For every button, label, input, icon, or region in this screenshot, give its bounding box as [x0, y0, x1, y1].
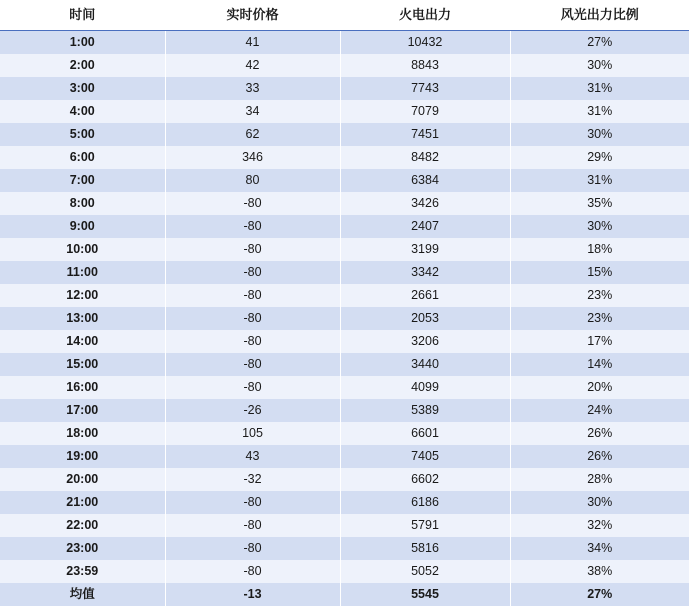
cell-realtime-price: 62 [165, 123, 340, 146]
cell-wind-solar-ratio: 31% [510, 100, 689, 123]
cell-realtime-price: -80 [165, 353, 340, 376]
cell-time: 13:00 [0, 307, 165, 330]
cell-realtime-price: -80 [165, 307, 340, 330]
table-row-average [0, 583, 689, 606]
cell-realtime-price: 42 [165, 54, 340, 77]
cell-time: 均值 [0, 583, 165, 606]
cell-realtime-price: 33 [165, 77, 340, 100]
column-header-time: 时间 [0, 0, 165, 31]
cell-thermal-output: 8843 [340, 54, 510, 77]
cell-wind-solar-ratio: 30% [510, 54, 689, 77]
cell-wind-solar-ratio: 23% [510, 307, 689, 330]
column-header-wind-solar-ratio: 风光出力比例 [510, 0, 689, 31]
cell-thermal-output: 5791 [340, 514, 510, 537]
column-header-thermal-output: 火电出力 [340, 0, 510, 31]
cell-realtime-price: -80 [165, 284, 340, 307]
cell-thermal-output: 10432 [340, 31, 510, 55]
table-row [0, 238, 689, 261]
table-row [0, 514, 689, 537]
cell-time: 2:00 [0, 54, 165, 77]
cell-wind-solar-ratio: 29% [510, 146, 689, 169]
table-header-row [0, 0, 689, 31]
cell-wind-solar-ratio: 27% [510, 31, 689, 55]
cell-thermal-output: 4099 [340, 376, 510, 399]
column-header-realtime-price: 实时价格 [165, 0, 340, 31]
cell-thermal-output: 2661 [340, 284, 510, 307]
cell-wind-solar-ratio: 15% [510, 261, 689, 284]
cell-realtime-price: -80 [165, 560, 340, 583]
cell-time: 23:59 [0, 560, 165, 583]
cell-wind-solar-ratio: 30% [510, 491, 689, 514]
cell-realtime-price: -80 [165, 261, 340, 284]
table-row [0, 146, 689, 169]
cell-realtime-price: -80 [165, 192, 340, 215]
cell-thermal-output: 6384 [340, 169, 510, 192]
cell-thermal-output: 3426 [340, 192, 510, 215]
table-row [0, 31, 689, 55]
table-body [0, 31, 689, 607]
cell-thermal-output: 2053 [340, 307, 510, 330]
cell-wind-solar-ratio: 32% [510, 514, 689, 537]
cell-realtime-price: 105 [165, 422, 340, 445]
cell-realtime-price: 43 [165, 445, 340, 468]
cell-realtime-price: 34 [165, 100, 340, 123]
cell-wind-solar-ratio: 28% [510, 468, 689, 491]
cell-thermal-output: 7405 [340, 445, 510, 468]
cell-wind-solar-ratio: 17% [510, 330, 689, 353]
cell-realtime-price: -13 [165, 583, 340, 606]
table-row [0, 468, 689, 491]
cell-wind-solar-ratio: 23% [510, 284, 689, 307]
table-row [0, 123, 689, 146]
cell-realtime-price: 41 [165, 31, 340, 55]
cell-thermal-output: 6602 [340, 468, 510, 491]
table-row [0, 399, 689, 422]
cell-wind-solar-ratio: 31% [510, 169, 689, 192]
cell-time: 8:00 [0, 192, 165, 215]
table-row [0, 491, 689, 514]
cell-realtime-price: -80 [165, 514, 340, 537]
cell-time: 18:00 [0, 422, 165, 445]
cell-time: 16:00 [0, 376, 165, 399]
cell-wind-solar-ratio: 26% [510, 445, 689, 468]
cell-realtime-price: -80 [165, 330, 340, 353]
cell-time: 21:00 [0, 491, 165, 514]
cell-thermal-output: 5545 [340, 583, 510, 606]
table-row [0, 54, 689, 77]
table-row [0, 261, 689, 284]
cell-time: 5:00 [0, 123, 165, 146]
cell-realtime-price: -80 [165, 491, 340, 514]
table-header [0, 0, 689, 31]
cell-time: 9:00 [0, 215, 165, 238]
cell-time: 3:00 [0, 77, 165, 100]
cell-wind-solar-ratio: 26% [510, 422, 689, 445]
table-row [0, 445, 689, 468]
cell-thermal-output: 3342 [340, 261, 510, 284]
cell-realtime-price: -26 [165, 399, 340, 422]
cell-time: 6:00 [0, 146, 165, 169]
cell-time: 14:00 [0, 330, 165, 353]
cell-wind-solar-ratio: 31% [510, 77, 689, 100]
cell-time: 10:00 [0, 238, 165, 261]
table-row [0, 100, 689, 123]
cell-thermal-output: 5816 [340, 537, 510, 560]
table-row [0, 215, 689, 238]
cell-wind-solar-ratio: 20% [510, 376, 689, 399]
cell-thermal-output: 8482 [340, 146, 510, 169]
cell-wind-solar-ratio: 30% [510, 215, 689, 238]
table-row [0, 192, 689, 215]
cell-wind-solar-ratio: 35% [510, 192, 689, 215]
cell-time: 4:00 [0, 100, 165, 123]
cell-thermal-output: 7743 [340, 77, 510, 100]
cell-time: 15:00 [0, 353, 165, 376]
cell-thermal-output: 7451 [340, 123, 510, 146]
cell-time: 1:00 [0, 31, 165, 55]
cell-time: 22:00 [0, 514, 165, 537]
cell-realtime-price: 80 [165, 169, 340, 192]
cell-time: 7:00 [0, 169, 165, 192]
cell-realtime-price: -80 [165, 537, 340, 560]
table-row [0, 560, 689, 583]
table-row [0, 330, 689, 353]
cell-thermal-output: 5052 [340, 560, 510, 583]
cell-thermal-output: 6186 [340, 491, 510, 514]
cell-thermal-output: 6601 [340, 422, 510, 445]
cell-realtime-price: 346 [165, 146, 340, 169]
cell-thermal-output: 3440 [340, 353, 510, 376]
cell-wind-solar-ratio: 27% [510, 583, 689, 606]
cell-time: 12:00 [0, 284, 165, 307]
cell-realtime-price: -80 [165, 376, 340, 399]
cell-realtime-price: -32 [165, 468, 340, 491]
table-row [0, 422, 689, 445]
cell-wind-solar-ratio: 38% [510, 560, 689, 583]
cell-time: 11:00 [0, 261, 165, 284]
cell-wind-solar-ratio: 34% [510, 537, 689, 560]
table-row [0, 169, 689, 192]
table-row [0, 537, 689, 560]
cell-realtime-price: -80 [165, 238, 340, 261]
cell-time: 23:00 [0, 537, 165, 560]
cell-thermal-output: 3199 [340, 238, 510, 261]
cell-thermal-output: 7079 [340, 100, 510, 123]
cell-time: 20:00 [0, 468, 165, 491]
cell-wind-solar-ratio: 24% [510, 399, 689, 422]
table-row [0, 77, 689, 100]
table-row [0, 353, 689, 376]
cell-wind-solar-ratio: 30% [510, 123, 689, 146]
table-row [0, 307, 689, 330]
table-row [0, 376, 689, 399]
cell-time: 17:00 [0, 399, 165, 422]
cell-thermal-output: 3206 [340, 330, 510, 353]
cell-realtime-price: -80 [165, 215, 340, 238]
cell-wind-solar-ratio: 14% [510, 353, 689, 376]
cell-time: 19:00 [0, 445, 165, 468]
cell-thermal-output: 2407 [340, 215, 510, 238]
cell-thermal-output: 5389 [340, 399, 510, 422]
table-row [0, 284, 689, 307]
cell-wind-solar-ratio: 18% [510, 238, 689, 261]
